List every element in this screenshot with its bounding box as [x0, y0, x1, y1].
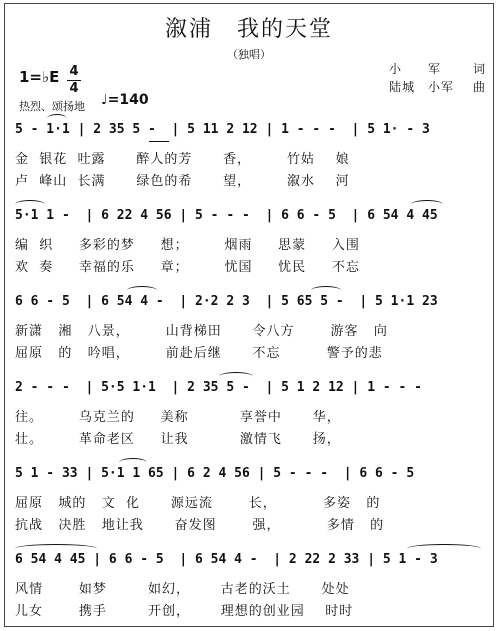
- lyric-verse-1: 金 银花 吐露 醉人的芳 香， 竹姑 娘: [15, 152, 350, 167]
- composer-name: 陆城 小军: [389, 80, 455, 94]
- lyric-verse-2: 抗战 决胜 地让我 奋发图 强， 多情 的: [15, 518, 385, 533]
- notation-line: 6 54 4 45 | 6 6 - 5 | 6 54 4 - | 2 22 2 33 | 5 1 - 3: [15, 552, 438, 567]
- slur: [119, 458, 147, 467]
- notation-line: 5·1 1 - | 6 22 4 56 | 5 - - - | 6 6 - 5 | 6 54 4 45: [15, 208, 438, 223]
- lyric-verse-1: 风情 如梦 如幻， 古老的沃土 处处: [15, 582, 350, 597]
- lyric-verse-2: 屈原 的 吟唱， 前赴后继 不忘 警予的悲: [15, 346, 383, 361]
- slur: [219, 372, 253, 381]
- lyric-verse-2: 壮。 革命老区 让我 激情飞 扬，: [15, 432, 341, 447]
- meter-bottom: 4: [69, 81, 79, 96]
- song-title: 溆浦 我的天堂: [164, 17, 333, 42]
- lyricist-name: 小 军: [389, 62, 442, 76]
- lyric-verse-1: 屈原 城的 文 化 源远流 长， 多姿 的: [15, 496, 381, 511]
- performance-note: （独唱）: [227, 48, 271, 61]
- score-sheet: [4, 3, 494, 627]
- slur: [47, 114, 67, 123]
- lyric-verse-1: 往。 乌克兰的 美称 享誉中 华，: [15, 410, 341, 425]
- notation-line: 5 1 - 33 | 5·1 1 65 | 6 2 4 56 | 5 - - - | 6 6 - 5: [15, 466, 415, 481]
- key-signature: 1=♭E: [19, 68, 60, 86]
- lyricist-role: 词: [473, 62, 487, 76]
- expression-mark: 热烈、颂扬地: [19, 100, 85, 113]
- lyricist-credit: [389, 60, 487, 77]
- lyric-verse-1: 新潇 湘 八景， 山背梯田 令八方 游客 向: [15, 324, 388, 339]
- composer-credit: [389, 78, 487, 95]
- notation-line: 6 6 - 5 | 6 54 4 - | 2·2 2 3 | 5 65 5 - | 5 1·1 23: [15, 294, 438, 309]
- lyric-verse-2: 欢 奏 幸福的乐 章； 忧国 忧民 不忘: [15, 260, 360, 275]
- meter-top: 4: [69, 64, 79, 79]
- beam-line: [149, 141, 169, 142]
- composer-role: 曲: [473, 80, 487, 94]
- lyric-verse-2: 儿女 携手 开创， 理想的创业园 时时: [15, 604, 354, 619]
- notation-line: 2 - - - | 5·5 1·1 | 2 35 5 - | 5 1 2 12 | 1 - - -: [15, 380, 422, 395]
- tempo-mark: ♩=140: [101, 92, 149, 108]
- lyric-verse-1: 编 织 多彩的梦 想； 烟雨 思蒙 入围: [15, 238, 360, 253]
- slur: [411, 200, 443, 209]
- slur: [311, 286, 341, 295]
- notation-line: 5 - 1·1 | 2 35 5 - | 5 11 2 12 | 1 - - - | 5 1· - 3: [15, 122, 430, 137]
- time-signature: [67, 64, 81, 97]
- slur: [15, 200, 45, 209]
- lyric-verse-2: 卢 峰山 长满 绿色的希 望， 溆水 河: [15, 174, 350, 189]
- slur: [15, 544, 97, 553]
- slur: [407, 544, 481, 553]
- slur: [127, 286, 157, 295]
